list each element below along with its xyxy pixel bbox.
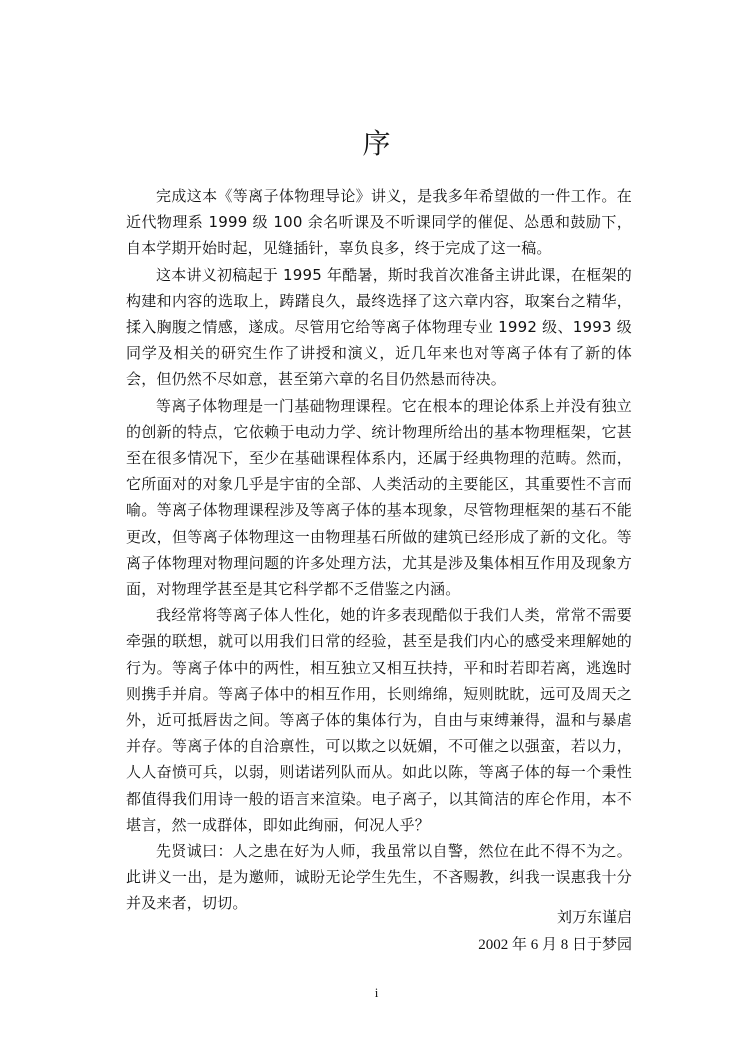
page-number: i: [374, 985, 379, 1000]
page-title: 序: [362, 127, 391, 160]
signature-date: 2002 年 6 月 8 日于梦园: [478, 937, 632, 953]
paragraph-4: 我经常将等离子体人性化，她的许多表现酷似于我们人类，常常不需要牵强的联想，就可以用我们日常的经验，甚至是我们内心的感受来理解她的行为。等离子体中的两性，相互独立又相互扶持，平和时若即若离，逃逸时则携手并肩。等离子体中的相互作用，长则绵绵，短则眈眈，远可及周天之外，近可抵唇齿之间。等离子体的集体行为，自由与束缚兼得，温和与暴虐并存。等离子体的自洽禀性，可以欺之以妩媚，不可催之以强蛮，若以力，人人奋愤可兵，以弱，则诺诺列队而从。如此以陈，等离子体的每一个秉性都值得我们用诗一般的语言来渲染。电子离子，以其简洁的库仑作用，本不堪言，然一成群体，即如此绚丽，何况人乎？: [126, 606, 632, 834]
paragraph-3: 等离子体物理是一门基础物理课程。它在根本的理论体系上并没有独立的创新的特点，它依赖于电动力学、统计物理所给出的基本物理框架，它甚至在很多情况下，至少在基础课程体系内，还属于经典物理的范畴。然而，它所面对的对象几乎是宇宙的全部、人类活动的主要能区，其重要性不言而喻。等离子体物理课程涉及等离子体的基本现象，尽管物理框架的基石不能更改，但等离子体物理这一由物理基石所做的建筑已经形成了新的文化。等离子体物理对物理问题的许多处理方法，尤其是涉及集体相互作用及现象方面，对物理学甚至是其它科学都不乏借鉴之内涵。: [126, 396, 632, 599]
paragraph-2: 这本讲义初稿起于 1995 年酷暑，斯时我首次准备主讲此课，在框架的构建和内容的选取上，踌躇良久，最终选择了这六章内容，取案台之精华，揉入胸腹之情感，遂成。尽管用它给等离子体物理专业 1992 级、1993 级同学及相关的研究生作了讲授和演义，近几年来也对等离子体有了新的体会，但仍然不尽如意，甚至第六章的名目仍然悬而待决。: [126, 265, 632, 389]
paragraph-5: 先贤诚曰：人之患在好为人师，我虽常以自警，然位在此不得不为之。此讲义一出，是为邀师，诚盼无论学生先生，不吝赐教，纠我一误惠我十分并及来者，切切。: [126, 842, 632, 913]
preface-body: [126, 183, 632, 917]
paragraph-1: 完成这本《等离子体物理导论》讲义，是我多年希望做的一件工作。在近代物理系 1999 级 100 余名听课及不听课同学的催促、怂恿和鼓励下，自本学期开始时起，见缝插针，辜负良多，终于完成了这一稿。: [126, 187, 632, 258]
author-signature: 刘万东谨启: [556, 908, 632, 926]
